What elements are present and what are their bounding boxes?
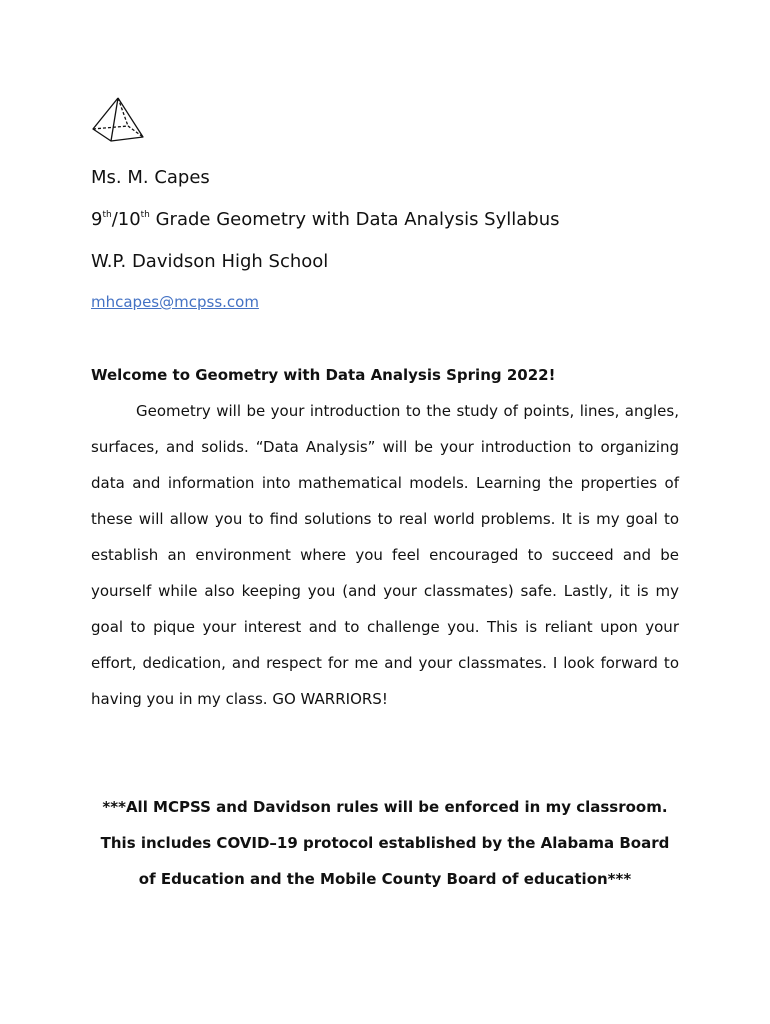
welcome-text-line: data and information into mathematical models. Learning the properties of [91, 474, 679, 492]
teacher-name: Ms. M. Capes [91, 167, 210, 188]
rules-notice-line: of Education and the Mobile County Board of education*** [138, 870, 632, 888]
grade-separator: /10 [111, 209, 141, 230]
welcome-text-line: yourself while also keeping you (and your classmates) safe. Lastly, it is my [91, 582, 679, 600]
rules-notice-line: This includes COVID–19 protocol established by the Alabama Board [100, 834, 670, 852]
pyramid-icon [91, 96, 145, 146]
welcome-heading: Welcome to Geometry with Data Analysis Spring 2022! [91, 366, 556, 384]
welcome-text-line: effort, dedication, and respect for me and your classmates. I look forward to [91, 654, 679, 672]
course-title-text: Grade Geometry with Data Analysis Syllabus [149, 209, 560, 230]
welcome-text-line: establish an environment where you feel encouraged to succeed and be [91, 546, 679, 564]
grade-10-suffix: th [140, 210, 150, 220]
rules-notice-line: ***All MCPSS and Davidson rules will be enforced in my classroom. [102, 798, 668, 816]
course-title [91, 209, 560, 231]
welcome-text-line: these will allow you to find solutions to real world problems. It is my goal to [91, 510, 679, 528]
grade-9: 9 [91, 209, 103, 230]
grade-9-suffix: th [102, 210, 112, 220]
email-link[interactable]: mhcapes@mcpss.com [91, 293, 259, 311]
school-name: W.P. Davidson High School [91, 251, 329, 272]
welcome-text-line: Geometry will be your introduction to the study of points, lines, angles, [136, 402, 679, 420]
welcome-text-line: surfaces, and solids. “Data Analysis” will be your introduction to organizing [91, 438, 679, 456]
welcome-text-line: goal to pique your interest and to challenge you. This is reliant upon your [91, 618, 679, 636]
welcome-text-line: having you in my class. GO WARRIORS! [91, 690, 388, 708]
